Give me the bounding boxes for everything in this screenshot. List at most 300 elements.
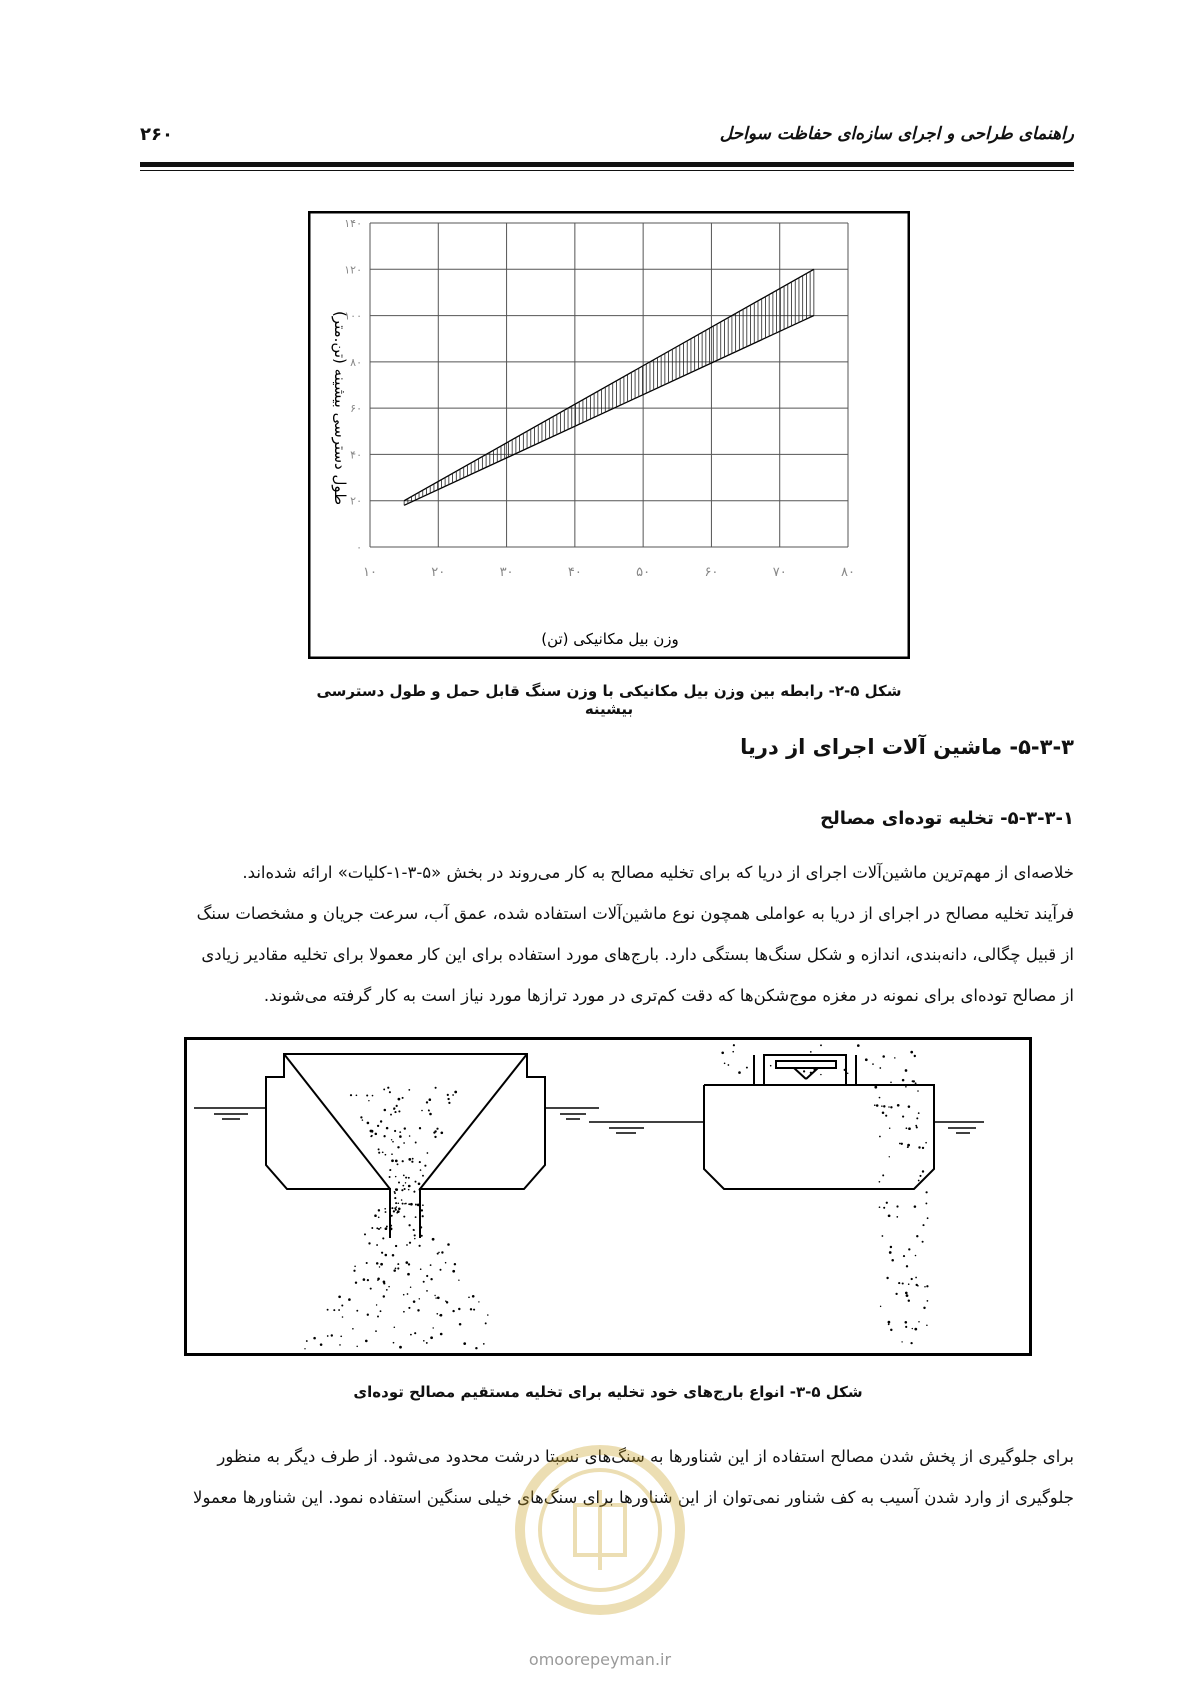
stone-dot — [896, 1205, 898, 1207]
stone-dot — [915, 1082, 917, 1084]
stone-dot — [738, 1071, 741, 1074]
stone-dot — [405, 1261, 408, 1264]
stone-dot — [917, 1090, 919, 1092]
stone-dot — [906, 1127, 908, 1129]
stone-dot — [390, 1114, 392, 1116]
stone-dot — [924, 1286, 926, 1288]
stone-dot — [721, 1052, 724, 1055]
stone-dot — [897, 1104, 900, 1107]
stone-dot — [409, 1185, 411, 1187]
stone-dot — [879, 1136, 881, 1138]
stone-dot — [881, 1105, 883, 1107]
stone-dot — [379, 1266, 380, 1267]
stone-dot — [408, 1263, 410, 1265]
stone-dot — [473, 1309, 475, 1311]
stone-dot — [403, 1175, 405, 1177]
stone-dot — [922, 1241, 924, 1243]
stone-dot — [440, 1314, 443, 1317]
stone-dot — [865, 1058, 868, 1061]
stone-dot — [331, 1334, 333, 1336]
stone-dot — [375, 1330, 377, 1332]
stone-dot — [408, 1203, 410, 1205]
stone-dot — [923, 1307, 925, 1309]
stone-dot — [432, 1327, 433, 1328]
stone-dot — [927, 1217, 929, 1219]
stone-dot — [389, 1176, 391, 1178]
stone-dot — [399, 1346, 402, 1349]
stone-dot — [454, 1091, 457, 1094]
stone-dot — [422, 1204, 424, 1206]
stone-dot — [397, 1163, 399, 1165]
stone-dot — [420, 1268, 422, 1270]
stone-dot — [423, 1281, 425, 1283]
stone-dot — [454, 1263, 456, 1265]
stone-dot — [378, 1148, 380, 1150]
stone-dot — [348, 1298, 351, 1301]
book-title: راهنمای طراحی و اجرای سازه‌ای حفاظت سواحل — [719, 124, 1074, 144]
stone-dot — [902, 1079, 905, 1082]
stone-dot — [803, 1070, 805, 1072]
stone-dot — [398, 1203, 400, 1205]
header-rule-thin — [140, 170, 1074, 171]
stone-dot — [399, 1131, 401, 1133]
stone-dot — [424, 1165, 426, 1167]
stone-dot — [427, 1152, 429, 1154]
section-heading: ۵-۳-۳- ماشین آلات اجرای از دریا — [740, 735, 1074, 759]
stone-dot — [468, 1296, 470, 1298]
watermark-url: omoorepeyman.ir — [528, 1650, 672, 1669]
stone-dot — [407, 1273, 410, 1276]
stone-dot — [419, 1161, 421, 1163]
stone-dot — [487, 1314, 489, 1316]
stone-dot — [395, 1245, 397, 1247]
stone-dot — [886, 1202, 888, 1204]
stone-dot — [388, 1286, 390, 1288]
stone-dot — [410, 1334, 412, 1336]
stone-dot — [908, 1248, 910, 1250]
stone-dot — [380, 1120, 382, 1122]
stone-dot — [925, 1191, 927, 1193]
stone-dot — [406, 1244, 408, 1246]
stone-dot — [394, 1207, 396, 1209]
stone-dot — [380, 1310, 382, 1312]
stone-dot — [889, 1156, 890, 1157]
stone-dot — [907, 1144, 910, 1147]
stone-dot — [356, 1310, 358, 1312]
paragraph-line: فرآیند تخلیه مصالح در اجرای از دریا به عواملی همچون نوع ماشین‌آلات استفاده شده، عمق آب، سرعت جریان و مشخصات سنگ — [196, 904, 1074, 923]
stone-dot — [394, 1192, 396, 1194]
stone-dot — [814, 1069, 816, 1071]
stone-dot — [414, 1234, 416, 1236]
stone-dot — [393, 1210, 395, 1212]
stone-dot — [387, 1087, 389, 1089]
stone-dot — [339, 1344, 341, 1346]
stone-dot — [918, 1146, 920, 1148]
stone-dot — [395, 1268, 397, 1270]
stone-dot — [393, 1269, 396, 1272]
stone-dot — [916, 1235, 918, 1237]
stone-dot — [438, 1252, 440, 1254]
stone-dot — [415, 1181, 417, 1183]
stone-dot — [874, 1086, 877, 1089]
stone-dot — [413, 1229, 415, 1231]
stone-dot — [448, 1102, 450, 1104]
stone-dot — [890, 1106, 892, 1108]
y-tick-label: ۴۰ — [350, 448, 362, 462]
stone-dot — [405, 1177, 407, 1179]
stone-dot — [891, 1259, 894, 1262]
stone-dot — [889, 1128, 890, 1129]
stone-dot — [404, 1127, 406, 1129]
stone-dot — [890, 1329, 892, 1331]
stone-dot — [447, 1094, 449, 1096]
stone-dot — [879, 1206, 881, 1208]
stone-dot — [922, 1147, 924, 1149]
subsection-heading: ۵-۳-۳-۱- تخلیه توده‌ای مصالح — [820, 808, 1074, 829]
stone-dot — [872, 1063, 874, 1065]
stone-dot — [905, 1069, 908, 1072]
stone-dot — [925, 1142, 927, 1144]
stone-dot — [908, 1105, 911, 1108]
stone-dot — [435, 1087, 437, 1089]
stone-dot — [885, 1115, 887, 1117]
stone-dot — [926, 1285, 928, 1287]
y-tick-label: ۲۰ — [350, 494, 362, 508]
stone-dot — [415, 1216, 417, 1218]
stone-dot — [417, 1309, 419, 1311]
stone-dot — [356, 1094, 358, 1096]
stone-dot — [879, 1097, 881, 1099]
stone-dot — [440, 1269, 442, 1271]
stone-dot — [882, 1235, 884, 1237]
watermark — [470, 1420, 730, 1680]
stone-dot — [914, 1328, 917, 1331]
stone-dot — [916, 1126, 918, 1128]
stone-dot — [405, 1182, 406, 1183]
stone-dot — [436, 1128, 438, 1130]
stone-dot — [398, 1098, 401, 1101]
stone-dot — [918, 1180, 920, 1182]
stone-dot — [383, 1088, 385, 1090]
stone-dot — [414, 1332, 416, 1334]
y-tick-label: ۱۰۰ — [344, 309, 362, 323]
stone-dot — [890, 1246, 892, 1248]
stone-dot — [902, 1116, 904, 1118]
stone-dot — [401, 1199, 403, 1201]
stone-dot — [414, 1238, 415, 1239]
stone-dot — [399, 1135, 402, 1138]
stone-dot — [408, 1224, 410, 1226]
stone-dot — [393, 1109, 394, 1110]
stone-dot — [746, 1067, 748, 1069]
stone-dot — [847, 1072, 849, 1074]
header-rule-thick — [140, 162, 1074, 167]
page-header — [140, 124, 1074, 174]
stone-dot — [905, 1326, 907, 1328]
stone-dot — [426, 1290, 428, 1292]
stone-dot — [386, 1127, 389, 1130]
stone-dot — [371, 1227, 373, 1229]
stone-dot — [397, 1146, 399, 1148]
stone-dot — [394, 1130, 396, 1132]
stone-dot — [376, 1244, 378, 1246]
stone-dot — [398, 1110, 400, 1112]
stone-dot — [434, 1136, 436, 1138]
x-tick-label: ۸۰ — [841, 565, 855, 580]
stone-dot — [370, 1288, 372, 1290]
stone-dot — [390, 1225, 392, 1227]
stone-dot — [414, 1191, 415, 1192]
stone-dot — [385, 1154, 387, 1156]
stone-dot — [905, 1321, 908, 1324]
stone-dot — [733, 1044, 735, 1046]
stone-dot — [922, 1170, 924, 1172]
stone-dot — [430, 1264, 432, 1266]
stone-dot — [376, 1227, 378, 1229]
stone-dot — [377, 1279, 379, 1281]
stone-dot — [365, 1340, 368, 1343]
stone-dot — [411, 1161, 413, 1163]
y-tick-label: ۱۴۰ — [344, 217, 362, 230]
stone-dot — [419, 1188, 421, 1190]
stone-dot — [440, 1131, 443, 1134]
stone-dot — [376, 1262, 379, 1265]
stone-dot — [389, 1091, 391, 1093]
stone-dot — [350, 1094, 352, 1096]
stone-dot — [472, 1295, 475, 1298]
stone-dot — [384, 1109, 387, 1112]
stone-dot — [432, 1238, 435, 1241]
stone-dot — [459, 1323, 462, 1326]
stone-dot — [404, 1188, 406, 1190]
stone-dot — [901, 1143, 903, 1145]
stone-dot — [430, 1278, 432, 1280]
stone-dot — [918, 1112, 920, 1114]
x-tick-label: ۴۰ — [567, 565, 582, 580]
stone-dot — [392, 1254, 395, 1257]
stone-dot — [478, 1301, 479, 1302]
stone-dot — [392, 1141, 394, 1143]
stone-dot — [898, 1282, 900, 1284]
stone-dot — [377, 1125, 379, 1127]
stone-dot — [397, 1267, 399, 1269]
stone-dot — [434, 1130, 436, 1132]
stone-dot — [391, 1153, 393, 1155]
stone-dot — [402, 1097, 404, 1099]
stone-dot — [906, 1294, 909, 1297]
barge-diagram — [184, 1037, 1032, 1356]
y-tick-label: ۶۰ — [350, 402, 362, 416]
stone-dot — [882, 1055, 885, 1058]
stone-dot — [426, 1275, 428, 1277]
stone-dot — [905, 1086, 907, 1088]
stone-dot — [911, 1278, 913, 1280]
stone-dot — [327, 1309, 329, 1311]
stone-dot — [420, 1226, 422, 1228]
stone-dot — [376, 1304, 377, 1305]
stone-dot — [403, 1142, 405, 1144]
stone-dot — [820, 1074, 821, 1075]
stone-dot — [401, 1189, 403, 1191]
stone-dot — [917, 1285, 919, 1287]
stone-dot — [402, 1203, 404, 1205]
stone-dot — [889, 1251, 892, 1254]
stone-dot — [327, 1335, 329, 1337]
stone-dot — [421, 1209, 423, 1211]
stone-dot — [417, 1204, 420, 1207]
stone-dot — [883, 1207, 885, 1209]
stone-dot — [423, 1340, 425, 1342]
stone-dot — [395, 1176, 396, 1177]
stone-dot — [396, 1105, 398, 1107]
stone-dot — [896, 1216, 898, 1218]
stone-dot — [874, 1104, 876, 1106]
stone-dot — [391, 1159, 394, 1162]
y-tick-label: ۰ — [356, 541, 362, 554]
stone-dot — [903, 1255, 905, 1257]
stone-dot — [906, 1265, 908, 1267]
stone-dot — [382, 1237, 384, 1239]
stone-dot — [368, 1242, 370, 1244]
stone-dot — [882, 1174, 884, 1176]
stone-dot — [912, 1328, 913, 1329]
stone-dot — [340, 1335, 342, 1337]
stone-dot — [398, 1208, 401, 1211]
stone-dot — [724, 1063, 726, 1065]
stone-dot — [908, 1283, 910, 1285]
x-axis-label: وزن بیل مکانیکی (تن) — [541, 630, 679, 648]
stone-dot — [389, 1169, 391, 1171]
stone-dot — [413, 1300, 416, 1303]
stone-dot — [371, 1135, 373, 1137]
x-tick-label: ۵۰ — [636, 565, 651, 580]
stone-dot — [394, 1197, 396, 1199]
figure-2-caption: شکل ۵-۳- انواع بارج‌های خود تخلیه برای تخلیه مستقیم مصالح توده‌ای — [353, 1383, 863, 1401]
stone-dot — [437, 1253, 439, 1255]
stone-dot — [412, 1158, 414, 1160]
stone-dot — [447, 1098, 449, 1100]
chart — [308, 211, 910, 659]
x-tick-label: ۱۰ — [363, 565, 377, 580]
stone-dot — [338, 1295, 341, 1298]
stone-dot — [333, 1309, 335, 1311]
stone-dot — [419, 1127, 421, 1129]
stone-dot — [925, 1202, 927, 1204]
stone-dot — [408, 1158, 411, 1161]
stone-dot — [421, 1110, 423, 1112]
stone-dot — [888, 1214, 891, 1217]
stone-dot — [901, 1341, 902, 1342]
stone-dot — [383, 1295, 385, 1297]
stone-dot — [354, 1266, 356, 1268]
stone-dot — [380, 1227, 382, 1229]
stone-dot — [420, 1169, 422, 1171]
x-tick-label: ۷۰ — [772, 565, 787, 580]
stone-dot — [429, 1098, 432, 1101]
stone-dot — [375, 1133, 378, 1136]
stone-dot — [926, 1325, 928, 1327]
stone-dot — [452, 1094, 454, 1096]
paragraph-line: از قبیل چگالی، دانه‌بندی، اندازه و شکل سنگ‌ها بستگی دارد. بارج‌های مورد استفاده برای این کار معمولا برای تخلیه مقادیر زیادی — [201, 945, 1074, 964]
stone-dot — [360, 1116, 362, 1118]
stone-dot — [367, 1279, 369, 1281]
figure-1 — [308, 211, 910, 659]
stone-dot — [876, 1104, 879, 1107]
stone-dot — [410, 1203, 413, 1206]
stone-dot — [391, 1215, 393, 1217]
stone-dot — [408, 1089, 410, 1091]
stone-dot — [385, 1211, 387, 1213]
stone-dot — [434, 1295, 435, 1296]
paragraph-1 — [140, 852, 1074, 1016]
watermark-seal-icon — [470, 1420, 730, 1650]
stone-dot — [905, 1292, 908, 1295]
stone-dot — [409, 1242, 411, 1244]
stone-dot — [395, 1202, 397, 1204]
stone-dot — [918, 1321, 920, 1323]
stone-dot — [378, 1152, 380, 1154]
stone-dot — [415, 1204, 417, 1206]
stone-dot — [408, 1307, 410, 1309]
stone-dot — [421, 1235, 423, 1237]
figure-1-caption: شکل ۵-۲- رابطه بین وزن بیل مکانیکی با وزن سنگ قابل حمل و طول دسترسی بیشینه — [316, 682, 902, 718]
stone-dot — [362, 1119, 363, 1120]
stone-dot — [879, 1067, 881, 1069]
stone-dot — [386, 1226, 388, 1228]
y-tick-label: ۱۲۰ — [344, 263, 362, 277]
stone-dot — [888, 1321, 891, 1324]
stone-dot — [810, 1072, 812, 1074]
stone-dot — [463, 1342, 466, 1345]
stone-dot — [353, 1270, 355, 1272]
stone-dot — [364, 1233, 366, 1235]
stone-dot — [879, 1181, 881, 1183]
stone-dot — [394, 1326, 396, 1328]
stone-dot — [927, 1300, 929, 1302]
stone-dot — [907, 1146, 909, 1148]
stone-dot — [313, 1337, 316, 1340]
stone-dot — [915, 1125, 917, 1127]
stone-dot — [390, 1228, 393, 1231]
stone-dot — [483, 1343, 485, 1345]
stone-dot — [430, 1336, 433, 1339]
stone-dot — [408, 1177, 410, 1179]
stone-dot — [485, 1322, 487, 1324]
stone-dot — [899, 1143, 901, 1145]
stone-dot — [397, 1263, 399, 1265]
stone-dot — [922, 1224, 924, 1226]
stone-dot — [393, 1342, 395, 1344]
stone-dot — [306, 1340, 308, 1342]
stone-dot — [446, 1301, 448, 1303]
stone-dot — [445, 1262, 447, 1264]
stone-dot — [378, 1216, 380, 1218]
stone-dot — [403, 1216, 405, 1218]
stone-dot — [458, 1308, 460, 1310]
stone-dot — [355, 1282, 357, 1284]
stone-dot — [386, 1289, 388, 1291]
stone-dot — [452, 1270, 455, 1273]
paragraph-line: خلاصه‌ای از مهم‌ترین ماشین‌آلات اجرای از دریا که برای تخلیه مصالح به کار می‌روند در بخش «۵-۳-۱-کلیات» ارائه شده‌اند. — [242, 863, 1074, 882]
stone-dot — [352, 1328, 354, 1330]
stone-dot — [341, 1304, 343, 1306]
stone-dot — [410, 1287, 411, 1288]
stone-dot — [908, 1127, 911, 1130]
stone-dot — [883, 1105, 885, 1107]
stone-dot — [320, 1343, 323, 1346]
stone-dot — [919, 1175, 921, 1177]
stone-dot — [882, 1111, 885, 1114]
